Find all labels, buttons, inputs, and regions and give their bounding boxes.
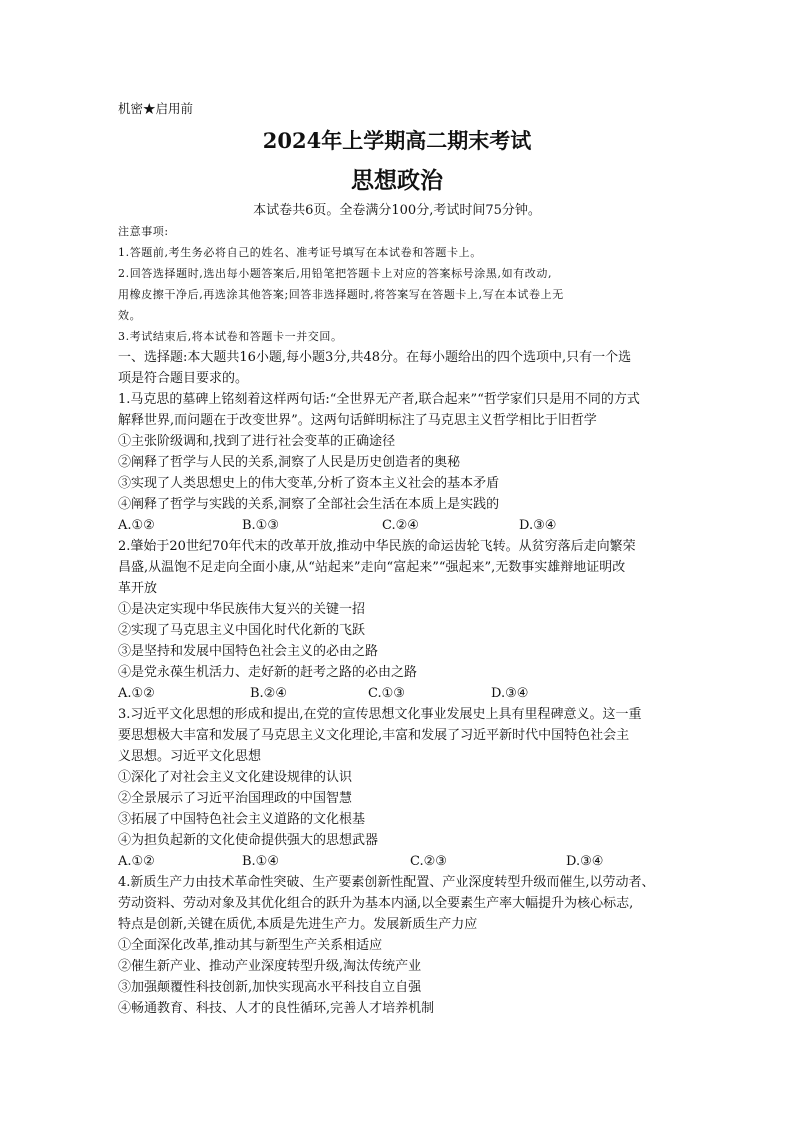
confidential-label: 机密★启用前: [118, 101, 194, 116]
q3-option-d[interactable]: D.③④: [566, 854, 604, 869]
subject-title: 思想政治: [351, 167, 443, 194]
exam-info: 本试卷共6页。全卷满分100分,考试时间75分钟。: [253, 203, 541, 218]
q2-statement-4: ④是党永葆生机活力、走好新的赶考之路的必由之路: [118, 665, 418, 680]
q1-option-b[interactable]: B.①③: [242, 518, 279, 533]
q1-stem-line-1: 1.马克思的墓碑上铭刻着这样两句话:“全世界无产者,联合起来”“哲学家们只是用不同的方式: [118, 392, 640, 407]
q4-statement-3: ③加强颠覆性科技创新,加快实现高水平科技自立自强: [118, 980, 422, 995]
q3-option-b[interactable]: B.①④: [242, 854, 279, 869]
q2-stem-line-1: 2.肇始于20世纪70年代末的改革开放,推动中华民族的命运齿轮飞转。从贫穷落后走向繁荣: [118, 539, 636, 554]
q3-option-c[interactable]: C.②③: [410, 854, 447, 869]
q2-option-b[interactable]: B.②④: [250, 686, 287, 701]
notes-heading: 注意事项:: [118, 225, 169, 238]
q2-option-d[interactable]: D.③④: [491, 686, 529, 701]
note-3: 3.考试结束后,将本试卷和答题卡一并交回。: [118, 330, 343, 343]
q3-options: [118, 852, 638, 872]
q4-stem-line-3: 特点是创新,关键在质优,本质是先进生产力。发展新质生产力应: [118, 917, 478, 932]
section-heading-line-2: 项是符合题目要求的。: [118, 371, 249, 386]
q2-option-a[interactable]: A.①②: [118, 686, 155, 701]
q1-statement-4: ④阐释了哲学与实践的关系,洞察了全部社会生活在本质上是实践的: [118, 497, 500, 512]
q3-option-a[interactable]: A.①②: [118, 854, 155, 869]
q3-stem-line-2: 要思想极大丰富和发展了马克思主义文化理论,丰富和发展了习近平新时代中国特色社会主: [118, 728, 630, 743]
note-2-line-1: 2.回答选择题时,选出每小题答案后,用铅笔把答题卡上对应的答案标号涂黑,如有改动,: [118, 267, 553, 280]
q3-stem-line-1: 3.习近平文化思想的形成和提出,在党的宣传思想文化事业发展史上具有里程碑意义。这一重: [118, 707, 642, 722]
q3-statement-3: ③拓展了中国特色社会主义道路的文化根基: [118, 812, 366, 827]
q4-stem-line-1: 4.新质生产力由技术革命性突破、生产要素创新性配置、产业深度转型升级而催生,以劳动者、: [118, 875, 655, 890]
q1-statement-3: ③实现了人类思想史上的伟大变革,分析了资本主义社会的基本矛盾: [118, 476, 500, 491]
q1-options: [118, 516, 638, 536]
q2-option-c[interactable]: C.①③: [368, 686, 405, 701]
section-heading-line-1: 一、选择题:本大题共16小题,每小题3分,共48分。在每小题给出的四个选项中,只有一个选: [118, 350, 632, 365]
q4-statement-2: ②催生新产业、推动产业深度转型升级,淘汰传统产业: [118, 959, 422, 974]
q1-option-d[interactable]: D.③④: [519, 518, 557, 533]
q1-statement-1: ①主张阶级调和,找到了进行社会变革的正确途径: [118, 434, 396, 449]
q1-statement-2: ②阐释了哲学与人民的关系,洞察了人民是历史创造者的奥秘: [118, 455, 461, 470]
q4-statement-4: ④畅通教育、科技、人才的良性循环,完善人才培养机制: [118, 1001, 435, 1016]
q3-statement-2: ②全景展示了习近平治国理政的中国智慧: [118, 791, 353, 806]
q4-statement-1: ①全面深化改革,推动其与新型生产关系相适应: [118, 938, 383, 953]
q2-stem-line-2: 昌盛,从温饱不足走向全面小康,从“站起来”走向“富起来”“强起来”,无数事实雄辩地证明改: [118, 560, 626, 575]
q1-option-c[interactable]: C.②④: [382, 518, 419, 533]
q1-option-a[interactable]: A.①②: [118, 518, 155, 533]
q2-statement-1: ①是决定实现中华民族伟大复兴的关键一招: [118, 602, 366, 617]
q2-statement-2: ②实现了马克思主义中国化时代化新的飞跃: [118, 623, 366, 638]
q3-statement-1: ①深化了对社会主义文化建设规律的认识: [118, 770, 353, 785]
q4-stem-line-2: 劳动资料、劳动对象及其优化组合的跃升为基本内涵,以全要素生产率大幅提升为核心标志,: [118, 896, 634, 911]
q1-stem-line-2: 解释世界,而问题在于改变世界”。这两句话鲜明标注了马克思主义哲学相比于旧哲学: [118, 413, 597, 428]
exam-title: 2024年上学期高二期末考试: [262, 128, 532, 153]
q3-statement-4: ④为担负起新的文化使命提供强大的思想武器: [118, 833, 379, 848]
q3-stem-line-3: 义思想。习近平文化思想: [118, 749, 262, 764]
q2-options: [118, 684, 638, 704]
note-2-line-2: 用橡皮擦干净后,再选涂其他答案;回答非选择题时,将答案写在答题卡上,写在本试卷上无: [118, 288, 564, 301]
q2-stem-line-3: 革开放: [118, 581, 158, 596]
note-2-line-3: 效。: [118, 309, 142, 322]
q2-statement-3: ③是坚持和发展中国特色社会主义的必由之路: [118, 644, 379, 659]
note-1: 1.答题前,考生务必将自己的姓名、准考证号填写在本试卷和答题卡上。: [118, 246, 482, 259]
